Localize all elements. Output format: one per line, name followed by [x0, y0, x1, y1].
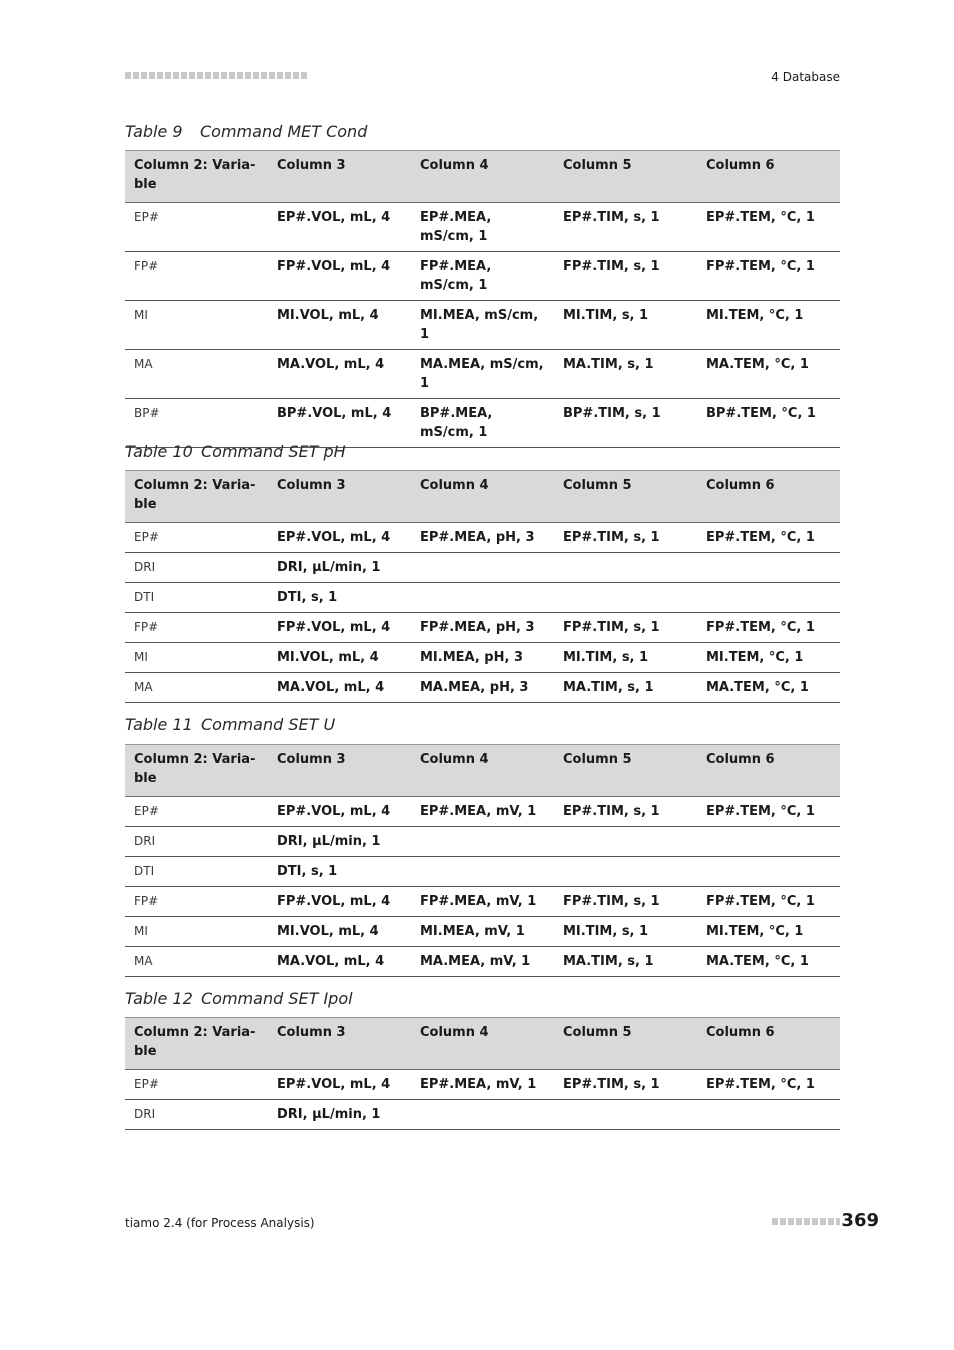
value-cell: EP#.TEM, °C, 1	[697, 523, 840, 553]
value-cell: MA.TEM, °C, 1	[697, 947, 840, 977]
variable-cell: MA	[125, 673, 268, 703]
column-header: Column 6	[697, 471, 840, 523]
variable-cell: DTI	[125, 583, 268, 613]
table-row	[125, 857, 840, 887]
variable-cell: DTI	[125, 857, 268, 887]
column-header: Column 6	[697, 745, 840, 797]
value-cell: EP#.VOL, mL, 4	[268, 797, 411, 827]
column-header: Column 5	[554, 471, 697, 523]
table-11	[125, 744, 840, 977]
variable-cell: FP#	[125, 613, 268, 643]
table-12-title: Command SET Ipol	[201, 989, 353, 1008]
column-header: Column 6	[697, 151, 840, 203]
table-9-caption	[125, 122, 367, 141]
table-9	[125, 150, 840, 448]
value-cell: MA.MEA, mS/cm, 1	[411, 350, 554, 399]
column-header: Column 2: Varia-ble	[125, 745, 268, 797]
value-cell: MA.TIM, s, 1	[554, 350, 697, 399]
value-cell: MI.TEM, °C, 1	[697, 917, 840, 947]
value-cell	[554, 827, 697, 857]
variable-cell: FP#	[125, 252, 268, 301]
variable-cell: DRI	[125, 1100, 268, 1130]
table-row	[125, 827, 840, 857]
variable-cell: MI	[125, 917, 268, 947]
table-10-title: Command SET pH	[201, 442, 346, 461]
column-header: Column 5	[554, 745, 697, 797]
value-cell	[697, 857, 840, 887]
header-row	[125, 151, 840, 203]
value-cell: EP#.MEA, mV, 1	[411, 797, 554, 827]
value-cell: EP#.VOL, mL, 4	[268, 523, 411, 553]
page-number: 369	[841, 1210, 879, 1231]
variable-cell: MA	[125, 350, 268, 399]
value-cell: DRI, µL/min, 1	[268, 1100, 411, 1130]
column-header: Column 5	[554, 1018, 697, 1070]
column-header: Column 4	[411, 745, 554, 797]
table-row	[125, 917, 840, 947]
variable-cell: EP#	[125, 203, 268, 252]
table-row	[125, 350, 840, 399]
value-cell: EP#.VOL, mL, 4	[268, 203, 411, 252]
table-row	[125, 553, 840, 583]
value-cell: FP#.TEM, °C, 1	[697, 613, 840, 643]
column-header: Column 2: Varia-ble	[125, 471, 268, 523]
table-10-number: Table 10	[125, 442, 193, 461]
value-cell: EP#.TIM, s, 1	[554, 797, 697, 827]
value-cell	[697, 553, 840, 583]
value-cell	[554, 857, 697, 887]
table-row	[125, 797, 840, 827]
value-cell: BP#.TEM, °C, 1	[697, 399, 840, 448]
value-cell: MA.MEA, mV, 1	[411, 947, 554, 977]
value-cell	[554, 1100, 697, 1130]
value-cell: BP#.TIM, s, 1	[554, 399, 697, 448]
value-cell: BP#.VOL, mL, 4	[268, 399, 411, 448]
value-cell: FP#.MEA, mS/cm, 1	[411, 252, 554, 301]
value-cell: MI.TEM, °C, 1	[697, 301, 840, 350]
table-row	[125, 1100, 840, 1130]
table-11-title: Command SET U	[201, 715, 336, 734]
value-cell: FP#.TIM, s, 1	[554, 887, 697, 917]
value-cell: FP#.TEM, °C, 1	[697, 252, 840, 301]
value-cell	[554, 553, 697, 583]
column-header: Column 3	[268, 151, 411, 203]
value-cell: MI.TEM, °C, 1	[697, 643, 840, 673]
table-row	[125, 887, 840, 917]
table-row	[125, 399, 840, 448]
value-cell	[411, 827, 554, 857]
value-cell: MA.TEM, °C, 1	[697, 350, 840, 399]
table-10	[125, 470, 840, 703]
variable-cell: MI	[125, 301, 268, 350]
variable-cell: DRI	[125, 827, 268, 857]
variable-cell: BP#	[125, 399, 268, 448]
footer-decoration-squares	[772, 1218, 840, 1226]
column-header: Column 6	[697, 1018, 840, 1070]
table-row	[125, 583, 840, 613]
footer-product: tiamo 2.4 (for Process Analysis)	[125, 1216, 315, 1230]
variable-cell: EP#	[125, 797, 268, 827]
value-cell: EP#.TIM, s, 1	[554, 1070, 697, 1100]
value-cell: MA.TEM, °C, 1	[697, 673, 840, 703]
variable-cell: MI	[125, 643, 268, 673]
variable-cell: MA	[125, 947, 268, 977]
column-header: Column 4	[411, 471, 554, 523]
table-row	[125, 523, 840, 553]
table-11-caption	[125, 715, 335, 734]
header-section-title: 4 Database	[771, 70, 840, 84]
value-cell: MI.TIM, s, 1	[554, 301, 697, 350]
column-header: Column 2: Varia-ble	[125, 151, 268, 203]
column-header: Column 2: Varia-ble	[125, 1018, 268, 1070]
column-header: Column 4	[411, 151, 554, 203]
table-row	[125, 252, 840, 301]
value-cell: MI.VOL, mL, 4	[268, 643, 411, 673]
value-cell: FP#.MEA, pH, 3	[411, 613, 554, 643]
variable-cell: EP#	[125, 523, 268, 553]
value-cell: MI.TIM, s, 1	[554, 917, 697, 947]
value-cell: MA.VOL, mL, 4	[268, 947, 411, 977]
value-cell: FP#.VOL, mL, 4	[268, 887, 411, 917]
column-header: Column 3	[268, 1018, 411, 1070]
table-12	[125, 1017, 840, 1130]
value-cell	[697, 827, 840, 857]
table-row	[125, 613, 840, 643]
value-cell: MA.TIM, s, 1	[554, 673, 697, 703]
table-row	[125, 643, 840, 673]
value-cell: FP#.VOL, mL, 4	[268, 252, 411, 301]
table-row	[125, 301, 840, 350]
value-cell: MI.VOL, mL, 4	[268, 917, 411, 947]
value-cell: FP#.MEA, mV, 1	[411, 887, 554, 917]
value-cell: DRI, µL/min, 1	[268, 827, 411, 857]
value-cell: EP#.MEA, pH, 3	[411, 523, 554, 553]
header-row	[125, 745, 840, 797]
value-cell: FP#.TIM, s, 1	[554, 613, 697, 643]
value-cell	[411, 553, 554, 583]
value-cell: EP#.TIM, s, 1	[554, 203, 697, 252]
value-cell: MI.MEA, mV, 1	[411, 917, 554, 947]
table-row	[125, 1070, 840, 1100]
value-cell	[554, 583, 697, 613]
header-row	[125, 1018, 840, 1070]
value-cell: EP#.VOL, mL, 4	[268, 1070, 411, 1100]
value-cell	[697, 583, 840, 613]
table-9-number: Table 9	[125, 122, 183, 141]
column-header: Column 4	[411, 1018, 554, 1070]
value-cell	[411, 583, 554, 613]
variable-cell: DRI	[125, 553, 268, 583]
value-cell: FP#.TIM, s, 1	[554, 252, 697, 301]
value-cell: DTI, s, 1	[268, 857, 411, 887]
value-cell: MA.VOL, mL, 4	[268, 350, 411, 399]
value-cell: EP#.TIM, s, 1	[554, 523, 697, 553]
value-cell: DRI, µL/min, 1	[268, 553, 411, 583]
value-cell: FP#.VOL, mL, 4	[268, 613, 411, 643]
value-cell: EP#.TEM, °C, 1	[697, 203, 840, 252]
table-10-caption	[125, 442, 346, 461]
value-cell: EP#.TEM, °C, 1	[697, 797, 840, 827]
value-cell: MI.MEA, mS/cm, 1	[411, 301, 554, 350]
value-cell: EP#.MEA, mV, 1	[411, 1070, 554, 1100]
header-row	[125, 471, 840, 523]
table-12-number: Table 12	[125, 989, 193, 1008]
value-cell: FP#.TEM, °C, 1	[697, 887, 840, 917]
variable-cell: EP#	[125, 1070, 268, 1100]
table-12-caption	[125, 989, 353, 1008]
table-row	[125, 947, 840, 977]
header-decoration-squares	[125, 72, 307, 80]
column-header: Column 5	[554, 151, 697, 203]
value-cell: BP#.MEA, mS/cm, 1	[411, 399, 554, 448]
table-row	[125, 203, 840, 252]
value-cell	[697, 1100, 840, 1130]
value-cell: MI.MEA, pH, 3	[411, 643, 554, 673]
value-cell: DTI, s, 1	[268, 583, 411, 613]
table-9-title: Command MET Cond	[200, 122, 368, 141]
value-cell: MI.TIM, s, 1	[554, 643, 697, 673]
table-11-number: Table 11	[125, 715, 193, 734]
column-header: Column 3	[268, 471, 411, 523]
value-cell: MI.VOL, mL, 4	[268, 301, 411, 350]
variable-cell: FP#	[125, 887, 268, 917]
value-cell: EP#.TEM, °C, 1	[697, 1070, 840, 1100]
table-row	[125, 673, 840, 703]
value-cell: MA.MEA, pH, 3	[411, 673, 554, 703]
value-cell	[411, 857, 554, 887]
value-cell	[411, 1100, 554, 1130]
column-header: Column 3	[268, 745, 411, 797]
value-cell: MA.VOL, mL, 4	[268, 673, 411, 703]
value-cell: EP#.MEA, mS/cm, 1	[411, 203, 554, 252]
value-cell: MA.TIM, s, 1	[554, 947, 697, 977]
